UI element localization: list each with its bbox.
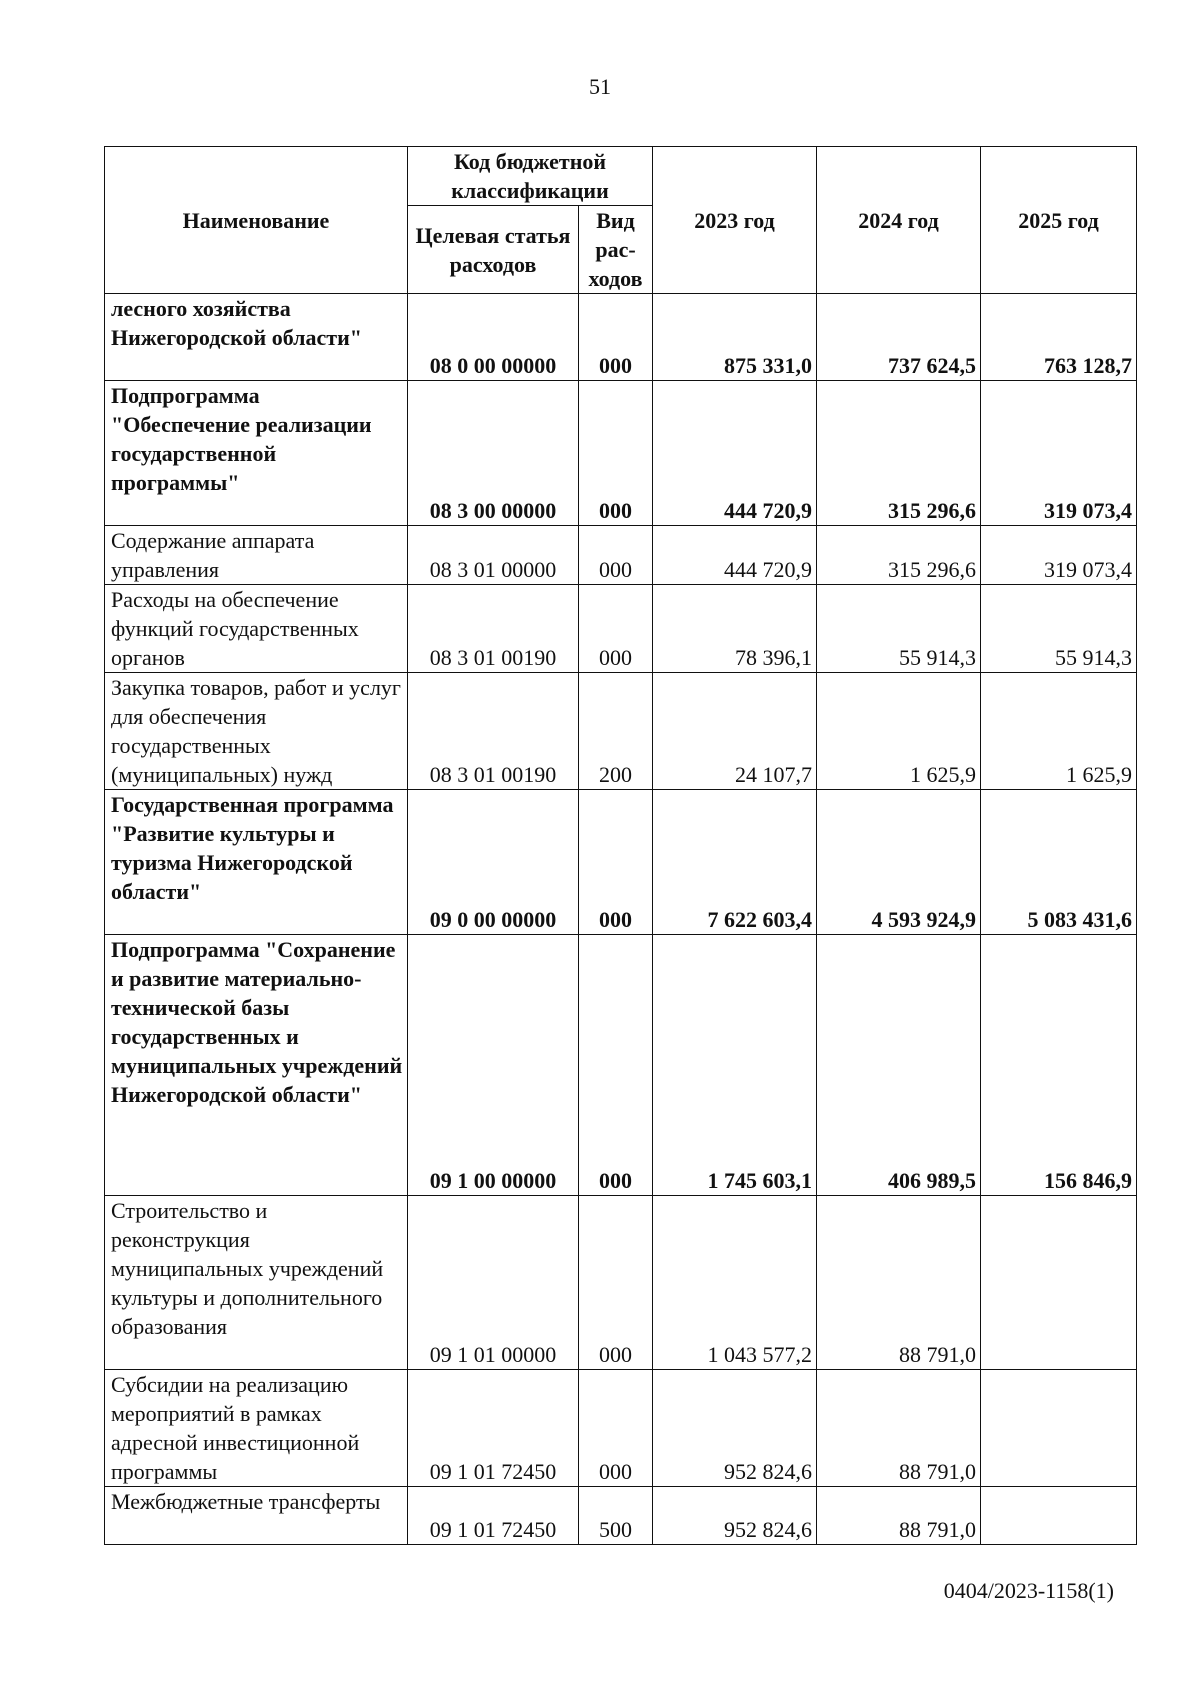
cell-y2023: 1 043 577,2 — [653, 1196, 817, 1370]
cell-name: Государственная программа "Развитие культуры и туризма Нижегородской области" — [105, 790, 408, 935]
cell-vid: 000 — [579, 526, 653, 585]
cell-code: 09 1 00 00000 — [408, 935, 579, 1196]
cell-name: Подпрограмма "Сохранение и развитие материально-технической базы государственных и муниципальных учреждений Нижегородской области" — [105, 935, 408, 1196]
cell-y2024: 737 624,5 — [817, 294, 981, 381]
cell-name: Расходы на обеспечение функций государственных органов — [105, 585, 408, 673]
cell-vid: 000 — [579, 1370, 653, 1487]
cell-name: Подпрограмма "Обеспечение реализации государственной программы" — [105, 381, 408, 526]
cell-name: Содержание аппарата управления — [105, 526, 408, 585]
cell-y2024: 88 791,0 — [817, 1487, 981, 1545]
cell-vid: 200 — [579, 673, 653, 790]
cell-y2025: 156 846,9 — [981, 935, 1137, 1196]
header-2025: 2025 год — [981, 147, 1137, 294]
table-row — [105, 673, 1137, 790]
cell-y2024: 88 791,0 — [817, 1196, 981, 1370]
cell-code: 08 0 00 00000 — [408, 294, 579, 381]
cell-y2024: 315 296,6 — [817, 381, 981, 526]
cell-name: лесного хозяйства Нижегородской области" — [105, 294, 408, 381]
cell-y2023: 444 720,9 — [653, 526, 817, 585]
cell-code: 09 1 01 72450 — [408, 1370, 579, 1487]
table-row — [105, 585, 1137, 673]
cell-code: 08 3 00 00000 — [408, 381, 579, 526]
cell-name: Строительство и реконструкция муниципальных учреждений культуры и дополнительного образования — [105, 1196, 408, 1370]
cell-vid: 000 — [579, 1196, 653, 1370]
cell-vid: 000 — [579, 790, 653, 935]
cell-code: 08 3 01 00190 — [408, 585, 579, 673]
cell-y2024: 55 914,3 — [817, 585, 981, 673]
cell-vid: 000 — [579, 935, 653, 1196]
cell-name: Закупка товаров, работ и услуг для обеспечения государственных (муниципальных) нужд — [105, 673, 408, 790]
cell-y2023: 1 745 603,1 — [653, 935, 817, 1196]
table-row — [105, 381, 1137, 526]
table-row — [105, 790, 1137, 935]
cell-y2023: 952 824,6 — [653, 1487, 817, 1545]
header-name: Наименование — [105, 147, 408, 294]
header-code-group: Код бюджетной классификации — [408, 147, 653, 206]
cell-code: 08 3 01 00000 — [408, 526, 579, 585]
document-code: 0404/2023-1158(1) — [943, 1578, 1114, 1603]
cell-y2025: 5 083 431,6 — [981, 790, 1137, 935]
cell-code: 09 1 01 00000 — [408, 1196, 579, 1370]
cell-name: Субсидии на реализацию мероприятий в рамках адресной инвестиционной программы — [105, 1370, 408, 1487]
cell-y2025: 763 128,7 — [981, 294, 1137, 381]
cell-code: 09 1 01 72450 — [408, 1487, 579, 1545]
cell-vid: 000 — [579, 585, 653, 673]
cell-y2024: 4 593 924,9 — [817, 790, 981, 935]
table-row — [105, 1370, 1137, 1487]
header-vid: Вид рас- ходов — [579, 206, 653, 294]
cell-y2024: 88 791,0 — [817, 1370, 981, 1487]
cell-code: 08 3 01 00190 — [408, 673, 579, 790]
cell-vid: 000 — [579, 294, 653, 381]
header-target: Целевая статья расходов — [408, 206, 579, 294]
cell-y2025: 319 073,4 — [981, 526, 1137, 585]
header-2023: 2023 год — [653, 147, 817, 294]
table-row — [105, 294, 1137, 381]
budget-table — [104, 146, 1137, 1545]
table-row — [105, 526, 1137, 585]
cell-y2025: 55 914,3 — [981, 585, 1137, 673]
cell-vid: 000 — [579, 381, 653, 526]
cell-name: Межбюджетные трансферты — [105, 1487, 408, 1545]
cell-vid: 500 — [579, 1487, 653, 1545]
cell-y2025 — [981, 1196, 1137, 1370]
cell-y2025 — [981, 1370, 1137, 1487]
cell-y2025: 319 073,4 — [981, 381, 1137, 526]
page-number: 51 — [589, 74, 611, 99]
cell-y2023: 875 331,0 — [653, 294, 817, 381]
cell-y2023: 24 107,7 — [653, 673, 817, 790]
cell-y2025: 1 625,9 — [981, 673, 1137, 790]
table-row — [105, 1196, 1137, 1370]
cell-y2023: 952 824,6 — [653, 1370, 817, 1487]
cell-y2023: 7 622 603,4 — [653, 790, 817, 935]
cell-y2024: 1 625,9 — [817, 673, 981, 790]
cell-y2023: 78 396,1 — [653, 585, 817, 673]
cell-y2024: 315 296,6 — [817, 526, 981, 585]
cell-y2024: 406 989,5 — [817, 935, 981, 1196]
cell-code: 09 0 00 00000 — [408, 790, 579, 935]
table-row — [105, 935, 1137, 1196]
header-2024: 2024 год — [817, 147, 981, 294]
table-row — [105, 1487, 1137, 1545]
cell-y2023: 444 720,9 — [653, 381, 817, 526]
cell-y2025 — [981, 1487, 1137, 1545]
